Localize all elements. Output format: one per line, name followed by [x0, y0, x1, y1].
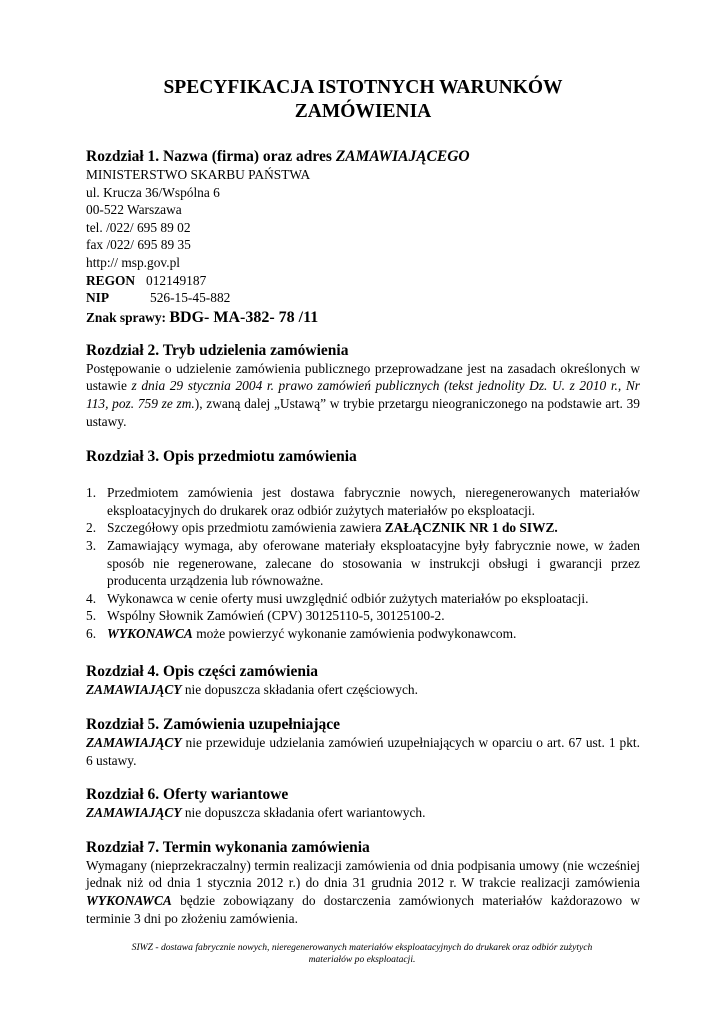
title-line-1: SPECYFIKACJA ISTOTNYCH WARUNKÓW — [163, 77, 563, 98]
fax-number: fax /022/ 695 89 35 — [86, 237, 191, 253]
postal-city: 00-522 Warszawa — [86, 202, 182, 218]
nip-row — [86, 289, 640, 307]
section-4-heading: Rozdział 4. Opis części zamówienia — [86, 663, 319, 681]
street-address: ul. Krucza 36/Wspólna 6 — [86, 184, 220, 200]
section-4 — [86, 662, 640, 699]
section-1 — [86, 147, 640, 328]
document-page — [86, 76, 640, 927]
section-2-body: Postępowanie o udzielenie zamówienia publicznego przeprowadzane jest na zasadach określonych w ustawie z dnia 29 stycznia 2004 r. prawo zamówień publicznych (tekst jednolity Dz. U. z 2010 r., Nr 113, poz. 759 ze zm.), zwaną dalej „Ustawą” w trybie przetargu nieograniczonego na podstawie art. 39 ustawy. — [86, 360, 641, 429]
section-6-body: ZAMAWIAJĄCY nie dopuszcza składania ofert wariantowych. — [86, 805, 426, 821]
document-title — [86, 76, 640, 124]
website: http:// msp.gov.pl — [86, 254, 180, 270]
section-7 — [86, 838, 640, 927]
regon-label: REGON — [86, 272, 136, 288]
list-item: 5. Wspólny Słownik Zamówień (CPV) 30125110-5, 30125100-2. — [86, 608, 445, 624]
phone-number: tel. /022/ 695 89 02 — [86, 219, 191, 235]
case-number-label: Znak sprawy — [86, 309, 162, 325]
list-item: 1. Przedmiotem zamówienia jest dostawa fabrycznie nowych, nieregenerowanych materiałów eksploatacyjnych do drukarek oraz odbiór zużytych materiałów po eksploatacji. — [86, 485, 640, 518]
case-number-value: BDG- MA-382- 78 /11 — [169, 308, 319, 326]
section-7-body: Wymagany (nieprzekraczalny) termin realizacji zamówienia od dnia podpisania umowy (nie wcześniej jednak niż od dnia 1 stycznia 2012 r.) do dnia 31 grudnia 2012 r. W trakcie realizacji zamówienia WYKONAWCA będzie zobowiązany do dostarczenia zamówionych materiałów każdorazowo w terminie 3 dni po złożeniu zamówienia. — [86, 857, 640, 926]
page-footer — [96, 942, 628, 966]
section-2 — [86, 341, 640, 430]
section-1-heading: Rozdział 1. Nazwa (firma) oraz adres ZAMAWIAJĄCEGO — [86, 148, 470, 165]
section-4-body: ZAMAWIAJĄCY nie dopuszcza składania ofert częściowych. — [86, 682, 418, 698]
list-item: 6. WYKONAWCA może powierzyć wykonanie zamówienia podwykonawcom. — [86, 625, 517, 641]
ministry-name: MINISTERSTWO SKARBU PAŃSTWA — [86, 167, 311, 182]
nip-label: NIP — [86, 290, 110, 306]
nip-value: 526-15-45-882 — [150, 290, 231, 306]
section-6-heading: Rozdział 6. Oferty wariantowe — [86, 786, 289, 804]
list-item: 4. Wykonawca w cenie oferty musi uwzględnić odbiór zużytych materiałów po eksploatacji. — [86, 590, 589, 606]
regon-row — [86, 272, 640, 290]
section-3-list — [86, 484, 640, 642]
section-7-heading: Rozdział 7. Termin wykonania zamówienia — [86, 838, 370, 856]
section-6 — [86, 785, 640, 822]
title-line-2: ZAMÓWIENIA — [294, 101, 432, 122]
list-item: 3. Zamawiający wymaga, aby oferowane materiały eksploatacyjne były fabrycznie nowe, w żaden sposób nie regenerowane, zalecane do stosowania w instrukcji obsługi i gwarancji przez producenta urządzenia lub równoważne. — [86, 537, 640, 589]
section-5-body: ZAMAWIAJĄCY nie przewiduje udzielania zamówień uzupełniających w oparciu o art. 67 ust. 1 pkt. 6 ustawy. — [86, 735, 640, 768]
footer-line-1: SIWZ - dostawa fabrycznie nowych, nieregenerowanych materiałów eksploatacyjnych do drukarek oraz odbiór zużytych — [131, 942, 593, 953]
section-2-heading: Rozdział 2. Tryb udzielenia zamówienia — [86, 341, 349, 359]
list-item: 2. Szczegółowy opis przedmiotu zamówienia zawiera ZAŁĄCZNIK NR 1 do SIWZ. — [86, 520, 558, 536]
footer-line-2: materiałów po eksploatacji. — [308, 954, 416, 965]
section-3-heading: Rozdział 3. Opis przedmiotu zamówienia — [86, 448, 357, 466]
section-3 — [86, 447, 640, 642]
case-number-row: Znak sprawy: BDG- MA-382- 78 /11 — [86, 308, 319, 326]
section-5-heading: Rozdział 5. Zamówienia uzupełniające — [86, 716, 341, 734]
regon-value: 012149187 — [146, 272, 207, 288]
section-5 — [86, 715, 640, 769]
